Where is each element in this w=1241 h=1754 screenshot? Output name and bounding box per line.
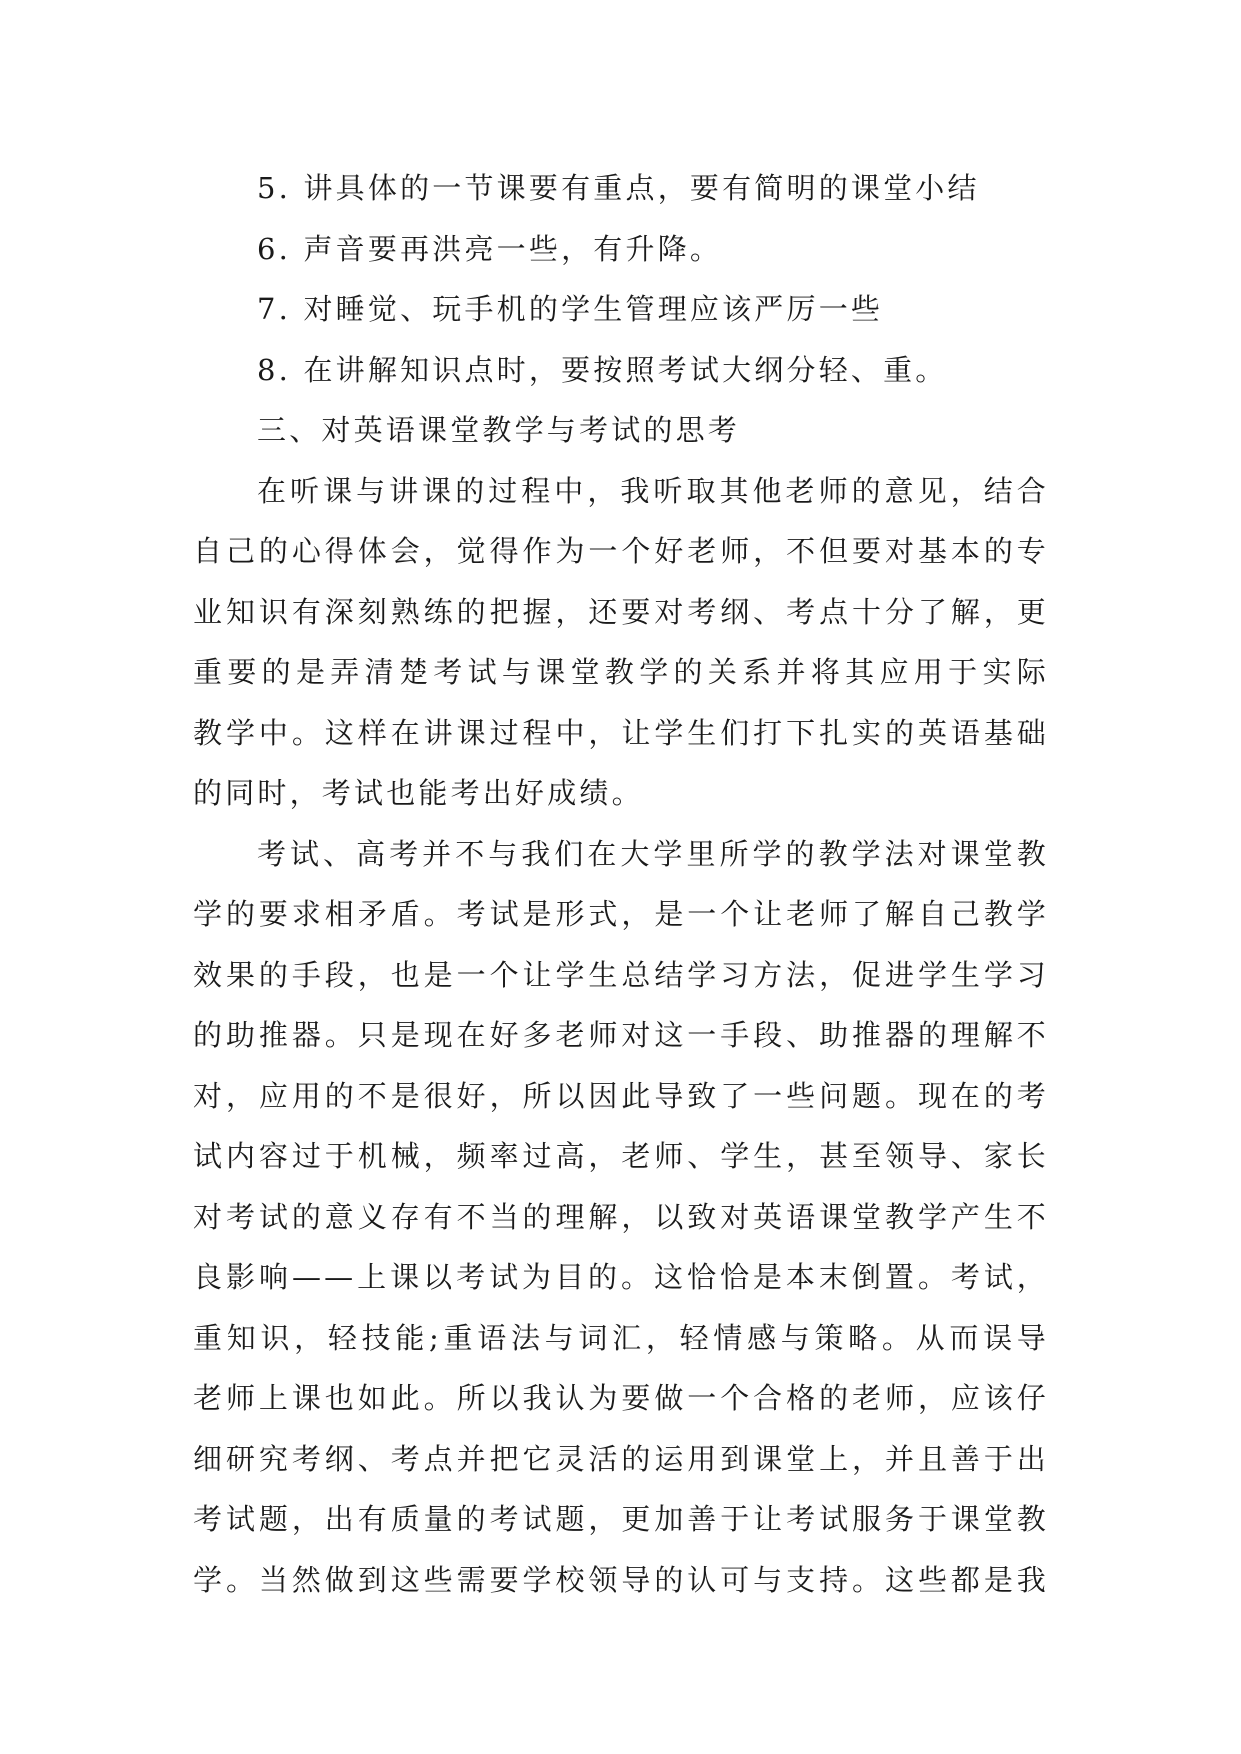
paragraph-line: 对考试的意义存有不当的理解，以致对英语课堂教学产生不 <box>193 1199 1049 1234</box>
list-item-8: 8. 在讲解知识点时，要按照考试大纲分轻、重。 <box>257 352 948 387</box>
paragraph-line: 学的要求相矛盾。考试是形式，是一个让老师了解自己教学 <box>193 897 1049 931</box>
list-item-6: 6. 声音要再洪亮一些，有升降。 <box>257 231 723 266</box>
paragraph-line: 细研究考纲、考点并把它灵活的运用到课堂上，并且善于出 <box>193 1441 1049 1476</box>
paragraph-line: 考试题，出有质量的考试题，更加善于让考试服务于课堂教 <box>193 1502 1049 1536</box>
paragraph-line: 重知识，轻技能;重语法与词汇，轻情感与策略。从而误导 <box>193 1320 1049 1355</box>
paragraph-line: 试内容过于机械，频率过高，老师、学生，甚至领导、家长 <box>193 1139 1049 1173</box>
paragraph-1 <box>193 461 1049 824</box>
paragraph-line: 在听课与讲课的过程中，我听取其他老师的意见，结合 <box>257 473 1049 508</box>
paragraph-line: 重要的是弄清楚考试与课堂教学的关系并将其应用于实际 <box>193 655 1049 689</box>
section-heading: 三、对英语课堂教学与考试的思考 <box>257 413 741 447</box>
paragraph-line: 自己的心得体会，觉得作为一个好老师，不但要对基本的专 <box>193 534 1049 568</box>
list-item-7: 7. 对睡觉、玩手机的学生管理应该严厉一些 <box>257 292 884 326</box>
paragraph-line: 对，应用的不是很好，所以因此导致了一些问题。现在的考 <box>193 1078 1049 1113</box>
paragraph-line: 良影响——上课以考试为目的。这恰恰是本末倒置。考试， <box>193 1260 1049 1294</box>
paragraph-line: 学。当然做到这些需要学校领导的认可与支持。这些都是我 <box>193 1562 1049 1597</box>
paragraph-line: 教学中。这样在讲课过程中，让学生们打下扎实的英语基础 <box>193 715 1049 750</box>
paragraph-line: 业知识有深刻熟练的把握，还要对考纲、考点十分了解，更 <box>193 594 1049 629</box>
paragraph-2 <box>193 824 1049 1611</box>
numbered-list <box>193 158 1049 400</box>
document-body <box>193 158 1049 1610</box>
list-item-5: 5. 讲具体的一节课要有重点，要有简明的课堂小结 <box>257 171 980 205</box>
paragraph-line: 的同时，考试也能考出好成绩。 <box>193 776 644 810</box>
paragraph-line: 考试、高考并不与我们在大学里所学的教学法对课堂教 <box>257 836 1049 871</box>
paragraph-line: 效果的手段，也是一个让学生总结学习方法，促进学生学习 <box>193 957 1049 992</box>
paragraph-line: 老师上课也如此。所以我认为要做一个合格的老师，应该仔 <box>193 1381 1049 1415</box>
paragraph-line: 的助推器。只是现在好多老师对这一手段、助推器的理解不 <box>193 1018 1049 1052</box>
